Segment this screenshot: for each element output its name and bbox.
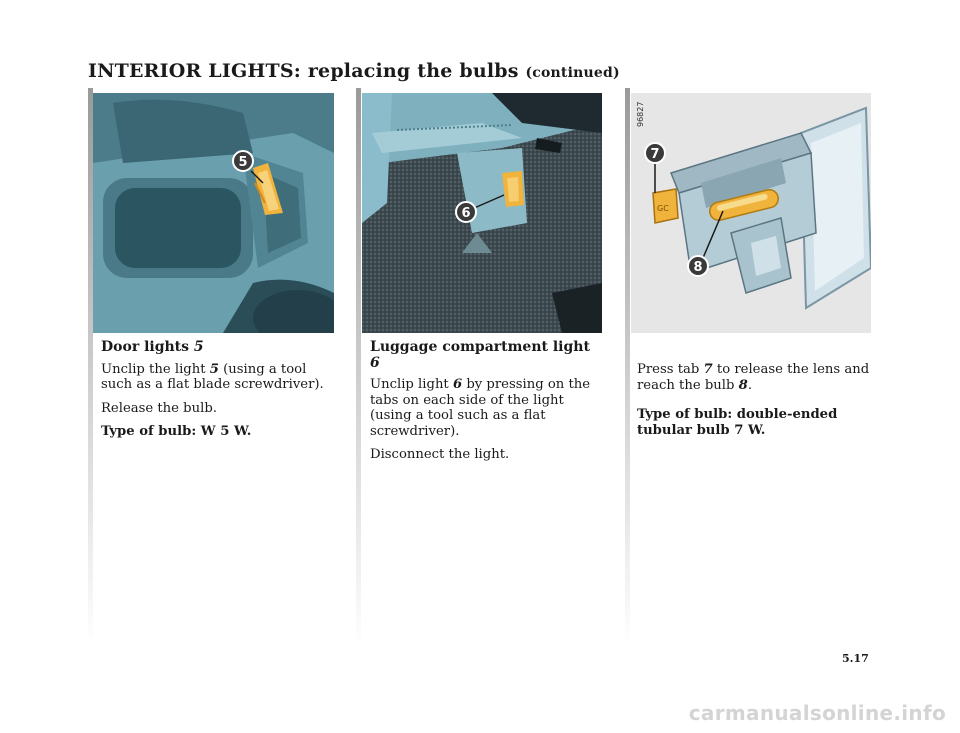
watermark-text: carmanualsonline.info — [688, 701, 946, 725]
luggage-light-section — [370, 340, 602, 471]
luggage-light-photo — [362, 93, 602, 333]
callout-8: 8 — [693, 260, 703, 275]
page-title-main: INTERIOR LIGHTS: replacing the bulbs — [88, 60, 519, 82]
footer-watermark — [0, 693, 960, 733]
section-heading: Door lights 5 — [101, 339, 204, 355]
bulb-type: Type of bulb: W 5 W. — [101, 424, 252, 439]
paragraph: Unclip light 6 by pressing on the tabs on each side of the light (using a tool such as a flat screwdriver). — [370, 377, 591, 439]
door-light-photo — [93, 93, 334, 333]
door-lights-section — [101, 340, 333, 448]
ref-code: 96827 — [636, 101, 645, 127]
separator-bar — [625, 88, 630, 648]
page-title — [88, 60, 620, 82]
section-heading: Luggage compartment light 6 — [370, 339, 590, 371]
paragraph: Disconnect the light. — [370, 447, 510, 462]
page-title-sub: (continued) — [525, 65, 620, 81]
paragraph: Release the bulb. — [101, 400, 217, 416]
paragraph: Unclip the light 5 (using a tool such as a flat blade screwdriver). — [101, 361, 324, 392]
bulb-type: Type of bulb: double-ended tubular bulb 7 W. — [637, 407, 838, 438]
callout-5: 5 — [238, 155, 248, 170]
bulb-replacement-section — [637, 362, 872, 446]
separator-bar — [356, 88, 361, 648]
svg-text:GC: GC — [657, 204, 669, 213]
paragraph: Press tab 7 to release the lens and reach the bulb 8. — [637, 362, 870, 393]
page-number: 5.17 — [842, 652, 869, 665]
bulb-diagram — [631, 93, 871, 333]
callout-6: 6 — [461, 206, 471, 221]
callout-7: 7 — [650, 147, 660, 162]
